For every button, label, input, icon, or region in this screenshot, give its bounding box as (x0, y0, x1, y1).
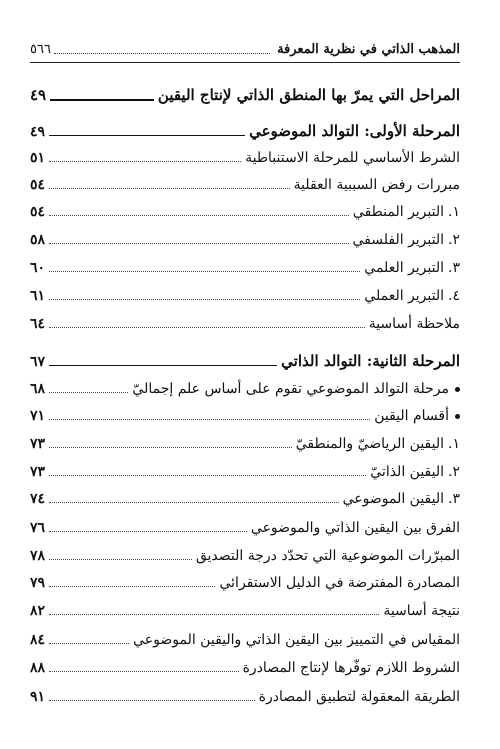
toc-page-number: ٦٤ (30, 316, 46, 332)
dot-leader (49, 559, 192, 560)
toc-label-text: اليقين الموضوعي (342, 491, 445, 507)
toc-page-number: ٧٩ (30, 575, 46, 591)
toc-index: ٣. (448, 491, 460, 507)
toc-page-number: ٦١ (30, 288, 46, 304)
toc-label (364, 288, 460, 304)
dot-leader (49, 243, 348, 244)
dot-leader (49, 447, 292, 448)
toc-page-number: ٧٣ (30, 436, 46, 452)
toc-label: ملاحظة أساسية (368, 316, 460, 332)
toc-page-number: ٦٨ (30, 381, 46, 397)
toc-page-number: ٨٢ (30, 603, 46, 619)
toc-page-number: ٧٦ (30, 520, 46, 536)
dot-leader (49, 700, 255, 701)
toc-entry (30, 575, 460, 591)
dot-leader (49, 188, 290, 189)
toc-label: المرحلة الثانية: التوالد الذاتي (281, 352, 460, 370)
toc-entry (30, 177, 460, 193)
toc-label-text: أقسام اليقين (374, 408, 449, 424)
toc-label: المقياس في التمييز بين اليقين الذاتي واليقين الموضوعي (133, 632, 460, 648)
running-header (30, 42, 460, 57)
toc-entry (30, 381, 460, 397)
page-number: ٥٦٦ (30, 42, 51, 57)
toc-label-text: التبرير العلمي (364, 260, 445, 276)
dot-leader (49, 215, 349, 216)
toc-label: المرحلة الأولى: التوالد الموضوعي (249, 122, 460, 140)
toc-page-number: ٦٠ (30, 260, 46, 276)
toc-label (370, 464, 460, 480)
dot-leader (49, 502, 339, 503)
toc-label (132, 381, 460, 397)
toc-page-number: ٨٨ (30, 660, 46, 676)
bullet-icon (455, 414, 460, 419)
dot-leader (49, 327, 365, 328)
toc-page-number: ٥٨ (30, 232, 46, 248)
toc-label (374, 408, 460, 424)
toc-entry (30, 204, 460, 220)
dot-leader (49, 161, 241, 162)
dot-leader (49, 586, 215, 587)
toc-entry (30, 150, 460, 166)
dot-leader (49, 271, 360, 272)
toc-label: الشروط اللازم توفّرها لإنتاج المصادرة (242, 660, 460, 676)
toc-label (353, 204, 460, 220)
toc-label: الشرط الأساسي للمرحلة الاستنباطية (245, 150, 460, 166)
toc-entry (30, 436, 460, 452)
toc-page-number: ٧٣ (30, 464, 46, 480)
toc-index: ١. (448, 436, 460, 452)
toc-label-text: التبرير الفلسفي (352, 232, 445, 248)
toc-label-text: التبرير العملي (364, 288, 445, 304)
toc-entry (30, 520, 460, 536)
dot-leader (49, 531, 247, 532)
toc-label: نتيجة أساسية (383, 603, 460, 619)
solid-leader (49, 365, 277, 366)
dot-leader (49, 392, 128, 393)
toc-label: الطريقة المعقولة لتطبيق المصادرة (258, 689, 460, 705)
toc-entry (30, 548, 460, 564)
dot-leader (49, 614, 379, 615)
toc-index: ٤. (448, 288, 460, 304)
toc-entry (30, 464, 460, 480)
dot-leader (49, 419, 370, 420)
dot-leader (49, 643, 129, 644)
toc-index: ٢. (448, 232, 460, 248)
toc-entry (30, 408, 460, 424)
toc-entry (30, 491, 460, 507)
toc-entry (30, 689, 460, 705)
toc-label-text: اليقين الذاتيّ (370, 464, 445, 480)
toc-entry (30, 632, 460, 648)
running-title: المذهب الذاتي في نظرية المعرفة (277, 42, 460, 57)
toc-entry (30, 288, 460, 304)
toc-label: المراحل التي يمرّ بها المنطق الذاتي لإنتاج اليقين (157, 86, 460, 104)
toc-page-number: ٦٧ (30, 354, 46, 370)
toc-page-number: ٥١ (30, 150, 46, 166)
toc-entry (30, 316, 460, 332)
toc-label-text: اليقين الرياضيّ والمنطقيّ (295, 436, 445, 452)
dot-leader (49, 299, 360, 300)
toc-page-number: ٤٩ (30, 124, 46, 140)
dot-leader (54, 53, 270, 54)
toc-stage2-title (30, 352, 460, 370)
toc-page-number: ٧١ (30, 408, 46, 424)
toc-page-number: ٧٤ (30, 491, 46, 507)
dot-leader (49, 671, 239, 672)
toc-label: المصادرة المفترضة في الدليل الاستقرائي (219, 575, 460, 591)
toc-stage1-title (30, 122, 460, 140)
toc-index: ١. (448, 204, 460, 220)
toc-label-text: مرحلة التوالد الموضوعي تقوم على أساس علم إجماليّ (132, 381, 449, 397)
solid-leader (49, 135, 245, 136)
toc-label: المبرّرات الموضوعية التي تحدّد درجة التصديق (195, 548, 460, 564)
toc-entry (30, 603, 460, 619)
toc-label (296, 436, 460, 452)
dot-leader (49, 475, 366, 476)
toc-label (364, 260, 460, 276)
toc-page-number: ٧٨ (30, 548, 46, 564)
toc-page-number: ٩١ (30, 689, 46, 705)
solid-leader (50, 99, 154, 101)
toc-label (353, 232, 461, 248)
toc-index: ٢. (448, 464, 460, 480)
toc-entry (30, 660, 460, 676)
toc-page-number: ٥٤ (30, 177, 46, 193)
toc-entry (30, 232, 460, 248)
bullet-icon (455, 387, 460, 392)
toc-page-number: ٨٤ (30, 632, 46, 648)
toc-label (343, 491, 460, 507)
toc-page-number: ٤٩ (30, 86, 47, 104)
toc-label: مبررات رفض السببية العقلية (293, 177, 460, 193)
toc-label-text: التبرير المنطقي (352, 204, 445, 220)
toc-label: الفرق بين اليقين الذاتي والموضوعي (250, 520, 460, 536)
toc-page-number: ٥٤ (30, 204, 46, 220)
toc-entry (30, 260, 460, 276)
header-rule (30, 62, 460, 63)
toc-index: ٣. (448, 260, 460, 276)
toc-main-title (30, 86, 460, 104)
